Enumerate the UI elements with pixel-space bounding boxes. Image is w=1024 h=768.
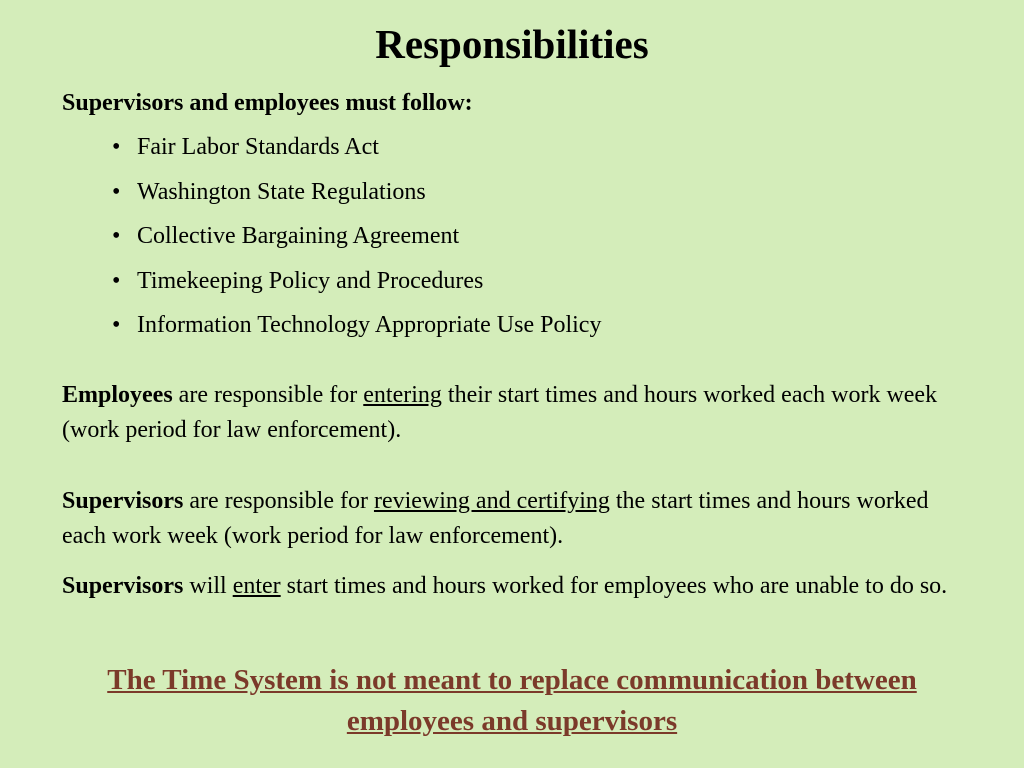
paragraph-text: are responsible for: [183, 488, 374, 514]
bullet-icon: •: [112, 312, 121, 338]
list-item: [112, 130, 601, 175]
paragraph-text: their start times and hours worked each work week (work period for law enforcement).: [62, 382, 938, 443]
closing-statement: The Time System is not meant to replace communication between employees and supervisors: [107, 664, 917, 737]
paragraph-key-term: enter: [232, 573, 281, 599]
supervisors-enter-paragraph: [62, 569, 962, 604]
list-item-text: Information Technology Appropriate Use Policy: [137, 312, 602, 338]
list-item-text: Timekeeping Policy and Procedures: [137, 267, 484, 294]
bullet-icon: •: [112, 267, 121, 294]
list-item: [112, 219, 601, 264]
list-item-text: Collective Bargaining Agreement: [137, 223, 460, 249]
regulations-list: [112, 130, 601, 353]
supervisors-review-paragraph: [62, 484, 962, 554]
intro-text: Supervisors and employees must follow:: [62, 90, 473, 116]
bullet-icon: •: [112, 178, 121, 205]
paragraph-subject: Supervisors: [62, 488, 184, 514]
paragraph-subject: Employees: [62, 382, 173, 408]
paragraph-subject: Supervisors: [62, 573, 184, 599]
list-item-text: Washington State Regulations: [137, 178, 426, 205]
bullet-icon: •: [112, 134, 121, 160]
list-item: [112, 175, 601, 220]
slide-title: Responsibilities: [375, 21, 649, 67]
paragraph-key-term: entering: [363, 382, 442, 408]
list-item-text: Fair Labor Standards Act: [137, 134, 379, 160]
paragraph-text: start times and hours worked for employees who are unable to do so.: [280, 573, 948, 599]
paragraph-text: are responsible for: [172, 382, 364, 408]
paragraph-text: the start times and hours worked each work week (work period for law enforcement).: [62, 488, 929, 549]
paragraph-text: will: [183, 573, 233, 599]
employees-paragraph: [62, 378, 962, 448]
paragraph-key-term: reviewing and certifying: [373, 488, 610, 514]
list-item: [112, 264, 601, 309]
list-item: [112, 308, 601, 353]
bullet-icon: •: [112, 223, 121, 249]
